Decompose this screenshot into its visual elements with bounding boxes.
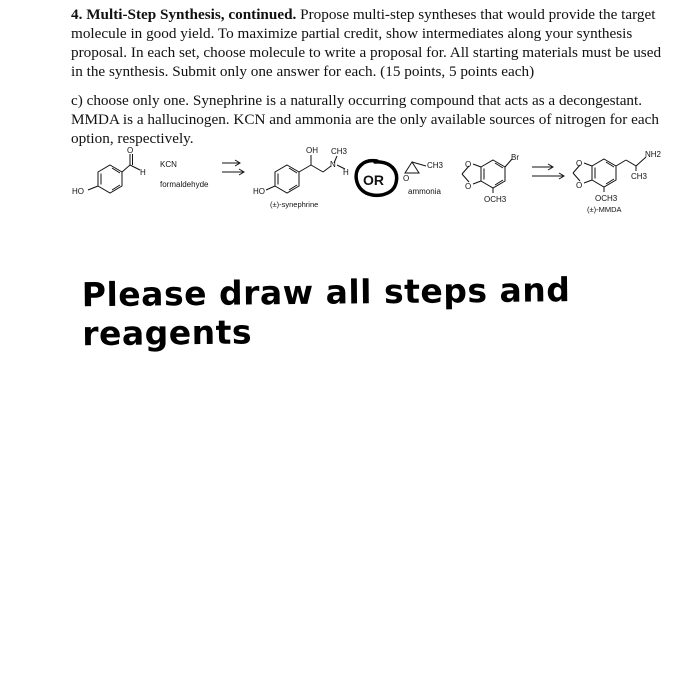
question-intro	[71, 5, 671, 81]
hydroxybenzaldehyde-structure	[88, 154, 140, 193]
reaction-arrows-1	[222, 160, 244, 175]
benzene-ring	[275, 165, 299, 193]
reaction-scheme	[0, 140, 700, 220]
epoxide-o-label: O	[403, 174, 410, 183]
synephrine-h-label: H	[343, 168, 349, 177]
mmda-ch3-label: CH3	[631, 172, 648, 181]
part-c-text: c) choose only one. Synephrine is a naturally occurring compound that acts as a decongestant. MMDA is a hallucinogen. KCN and ammonia are the only available sources of nitrogen for each option, respectively.	[71, 92, 659, 147]
bromide-br-label: Br	[511, 153, 519, 162]
mmda-nh2-label: NH2	[645, 150, 662, 159]
start-ho-label: HO	[72, 187, 84, 196]
synephrine-ch3-label: CH3	[331, 147, 348, 156]
reagent-ammonia: ammonia	[408, 187, 441, 196]
question-heading: 4. Multi-Step Synthesis, continued.	[71, 6, 297, 23]
synephrine-ho-label: HO	[253, 187, 265, 196]
bromide-och3-label: OCH3	[484, 195, 507, 204]
epoxide-structure	[405, 162, 426, 173]
handwritten-note: Please draw all steps and reagents	[81, 270, 571, 354]
bromide-o1-label: O	[465, 160, 472, 169]
benzene-ring	[592, 159, 616, 187]
start-h-label: H	[140, 168, 146, 177]
bromide-o2-label: O	[465, 182, 472, 191]
mmda-och3-label: OCH3	[595, 194, 618, 203]
reagent-kcn: KCN	[160, 160, 177, 169]
benzene-ring	[98, 165, 122, 193]
start-o-label: O	[127, 146, 134, 155]
mmda-name: (±)-MMDA	[587, 205, 622, 214]
or-label: OR	[363, 172, 384, 188]
synephrine-name: (±)-synephrine	[270, 200, 319, 209]
synephrine-oh-label: OH	[306, 146, 318, 155]
reaction-arrows-2	[532, 164, 564, 179]
mmda-o2-label: O	[576, 181, 583, 190]
question-intro-text: Propose multi-step syntheses that would provide the target molecule in good yield. To maximize partial credit, show intermediates along your synthesis proposal. In each set, choose molecule to write a proposal for. All starting materials must be used in the synthesis. Submit only one answer for each. (15 points, 5 points each)	[71, 6, 662, 80]
synephrine-n-label: N	[330, 160, 336, 169]
benzene-ring	[481, 160, 505, 188]
epoxide-ch3-label: CH3	[427, 161, 444, 170]
reagent-formaldehyde: formaldehyde	[160, 180, 209, 189]
mmda-o1-label: O	[576, 159, 583, 168]
